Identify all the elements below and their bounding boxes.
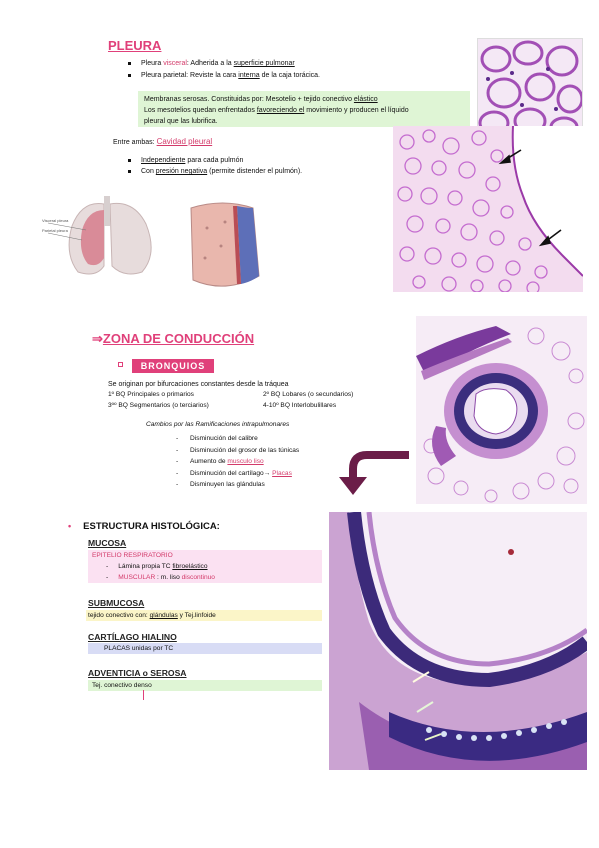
serosas-note: Membranas serosas. Constituidas por: Mesotelio + tejido conectivo elástico Los mesotelios quedan enfrentados favoreciendo el movimiento y producen el líquido pleural que las lubrifica. (138, 91, 470, 127)
presion-bullet: Con presión negativa (permite distender el pulmón). (128, 166, 302, 177)
lung-pleura-histology-image (393, 126, 583, 292)
lamina-band: - Lámina propia TC fibroelástico (88, 561, 322, 572)
adventicia-band: Tej. conectivo denso (88, 680, 322, 691)
bronchus-histology-image (416, 316, 587, 504)
list-item: - Disminución del calibre (176, 435, 258, 442)
adventicia-title: ADVENTICIA o SEROSA (88, 668, 187, 678)
bullet-square (128, 159, 131, 162)
bullet-square (128, 74, 131, 77)
bronchus-wall-histology-image (329, 512, 587, 770)
bronq-row-2: 3ºº BQ Segmentarios (o terciarios) (108, 402, 209, 409)
list-item: - Disminuyen las glándulas (176, 481, 265, 488)
list-item: - Disminución del grosor de las túnicas (176, 446, 300, 454)
cambios-list (176, 433, 299, 491)
alveoli-histology-image (477, 38, 583, 134)
list-item: - Disminución del cartílago→ Placas (176, 469, 292, 477)
independiente-bullet: Independiente para cada pulmón (128, 155, 243, 166)
entre-ambas: Entre ambas: Cavidad pleural (113, 137, 213, 146)
visceral-bullet: Pleura visceral: Adherida a la superficie pulmonar (128, 58, 295, 69)
pleura-lung-diagram (42, 196, 164, 280)
list-item: - Aumento de musculo liso (176, 458, 264, 465)
submucosa-band: tejido conectivo con: glándulas y Tej.linfoide (86, 610, 322, 621)
submucosa-title: SUBMUCOSA (88, 598, 145, 608)
epitelio-band: EPITELIO RESPIRATORIO (88, 550, 322, 561)
curved-arrow-icon (337, 449, 409, 497)
muscular-band: - MUSCULAR : m. liso discontinuo (88, 572, 322, 583)
double-arrow-icon: ⇒ (92, 331, 103, 346)
pleura-tissue-block-diagram (183, 198, 263, 294)
mucosa-title: MUCOSA (88, 538, 127, 548)
bullet-square (128, 170, 131, 173)
bronquios-origin: Se originan por bifurcaciones constantes desde la tráquea (108, 381, 289, 388)
parietal-pleura-label: Parietal pleura (42, 228, 68, 233)
bullet-dot-icon: • (68, 521, 72, 531)
bullet-square-icon (118, 362, 123, 367)
placas-band: PLACAS unidas por TC (88, 643, 322, 654)
cambios-heading: Cambios por las Ramificaciones intrapulmonares (146, 421, 290, 428)
visceral-pleura-label: Visceral pleura (42, 218, 69, 223)
estructura-title: • ESTRUCTURA HISTOLÓGICA: (68, 521, 220, 532)
cartilago-title: CARTÍLAGO HIALINO (88, 632, 177, 642)
parietal-bullet: Pleura parietal: Reviste la cara interna de la caja torácica. (128, 70, 320, 81)
bronq-row-1: 1º BQ Principales o primarios (108, 391, 194, 398)
bullet-square (128, 62, 131, 65)
bronq-row-1b: 2º BQ Lobares (o secundarios) (263, 391, 354, 398)
pleura-title: PLEURA (108, 38, 162, 53)
text-cursor (143, 690, 144, 700)
cavidad-pleural-link: Cavidad pleural (156, 137, 213, 146)
bronq-row-2b: 4-10º BQ Interlobulillares (263, 402, 337, 409)
zona-conduccion-title: ⇒ZONA DE CONDUCCIÓN (92, 331, 255, 346)
